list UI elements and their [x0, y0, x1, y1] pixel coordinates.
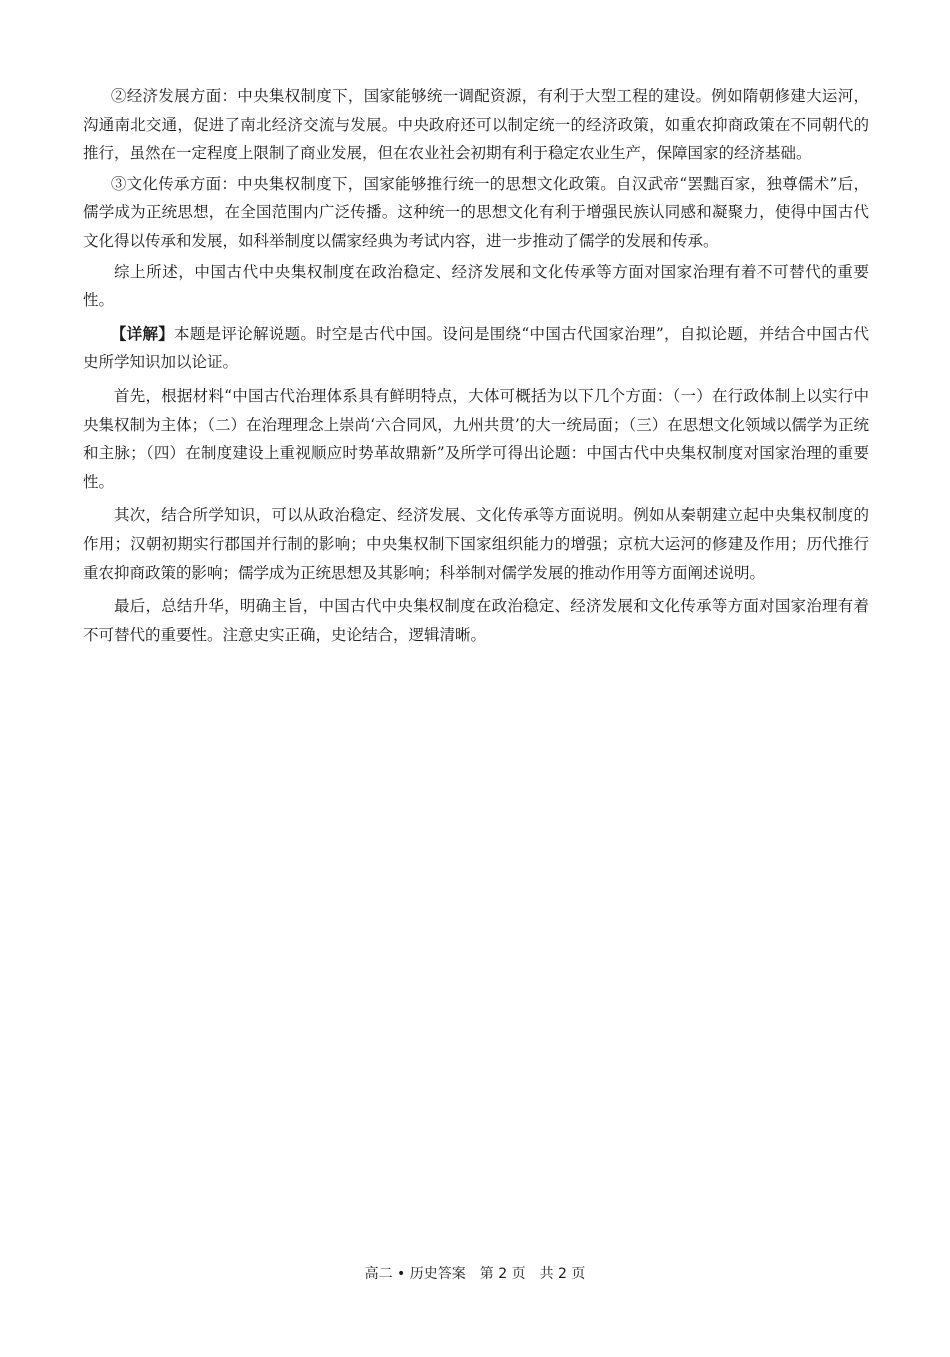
paragraph-cultural-heritage: ③文化传承方面：中央集权制度下，国家能够推行统一的思想文化政策。自汉武帝“罢黜百家，独尊儒术”后，儒学成为正统思想，在全国范围内广泛传播。这种统一的思想文化有利于增强民族认同感和凝聚力，使得中国古代文化得以传承和发展，如科举制度以儒家经典为考试内容，进一步推动了儒学的发展和传承。: [83, 174, 869, 250]
answer-content: [83, 82, 869, 649]
paragraph-summary: 综上所述，中国古代中央集权制度在政治稳定、经济发展和文化传承等方面对国家治理有着不可替代的重要性。: [83, 262, 869, 310]
detail-text: 本题是评论解说题。时空是古代中国。设问是围绕“中国古代国家治理”，自拟论题，并结合中国古代史所学知识加以论证。: [83, 324, 869, 372]
paragraph-analysis-second: 其次，结合所学知识，可以从政治稳定、经济发展、文化传承等方面说明。例如从秦朝建立起中央集权制度的作用；汉朝初期实行郡国并行制的影响；中央集权制下国家组织能力的增强；京杭大运河的修建及作用；历代推行重农抑商政策的影响；儒学成为正统思想及其影响；科举制对儒学发展的推动作用等方面阐述说明。: [83, 506, 869, 582]
page-footer: 高二 • 历史答案 第 2 页 共 2 页: [364, 1266, 586, 1282]
paragraph-economic-development: ②经济发展方面：中央集权制度下，国家能够统一调配资源，有利于大型工程的建设。例如隋朝修建大运河，沟通南北交通，促进了南北经济交流与发展。中央政府还可以制定统一的经济政策，如重农抑商政策在不同朝代的推行，虽然在一定程度上限制了商业发展，但在农业社会初期有利于稳定农业生产，保障国家的经济基础。: [83, 87, 869, 163]
paragraph-detail: [83, 320, 869, 377]
paragraph-analysis-last: 最后，总结升华，明确主旨，中国古代中央集权制度在政治稳定、经济发展和文化传承等方面对国家治理有着不可替代的重要性。注意史实正确，史论结合，逻辑清晰。: [83, 597, 869, 644]
paragraph-analysis-first: 首先，根据材料“中国古代治理体系具有鲜明特点，大体可概括为以下几个方面：（一）在行政体制上以实行中央集权制为主体；（二）在治理理念上崇尚‘六合同风，九州共贯’的大一统局面；（三）在思想文化领域以儒学为正统和主脉；（四）在制度建设上重视顺应时势革故鼎新”及所学可得出论题：中国古代中央集权制度对国家治理的重要性。: [83, 386, 869, 491]
detail-label: 【详解】: [110, 323, 175, 343]
